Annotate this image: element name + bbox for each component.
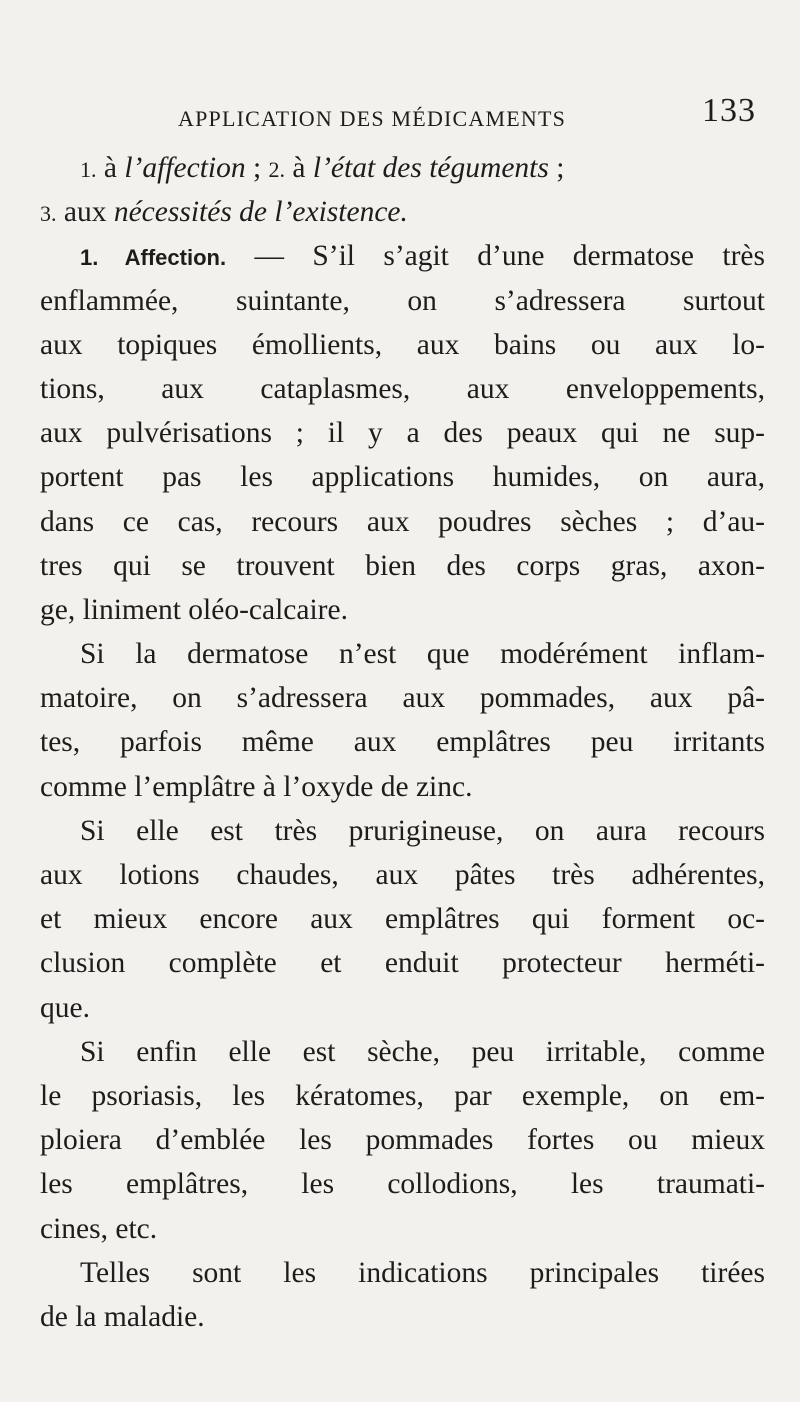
paragraph2-line: comme l’emplâtre à l’oxyde de zinc. [40,770,473,803]
paragraph4-line: le psoriasis, les kératomes, par exemple, on em- [40,1079,765,1112]
page-header [178,92,778,142]
section1-line: enflammée, suintante, on s’adressera surtout [40,284,765,317]
intro-line-1: 1. à l’affection ; 2. à l’état des téguments ; [80,152,565,184]
section1-line: tions, aux cataplasmes, aux enveloppements, [40,372,765,405]
body-text [40,146,765,1339]
paragraph3-line: clusion complète et enduit protecteur herméti- [40,947,765,980]
paragraph5-line: de la maladie. [40,1300,205,1333]
section1-line: aux pulvérisations ; il y a des peaux qui ne sup- [40,417,765,450]
section1-line-1: 1. Affection. — S’il s’agit d’une dermatose très [80,240,765,273]
section1-line: ge, liniment oléo-calcaire. [40,593,348,626]
paragraph2-line: matoire, on s’adressera aux pommades, aux pâ- [40,682,765,715]
paragraph4-line: les emplâtres, les collodions, les traumati- [40,1168,765,1201]
paragraph2-line: Si la dermatose n’est que modérément inflam- [80,638,765,671]
paragraph4-line: Si enfin elle est sèche, peu irritable, comme [80,1035,765,1068]
section1-line: portent pas les applications humides, on aura, [40,461,765,494]
paragraph3-line: aux lotions chaudes, aux pâtes très adhérentes, [40,859,765,891]
paragraph5-line: Telles sont les indications principales tirées [80,1256,765,1289]
paragraph3-line: Si elle est très prurigineuse, on aura recours [80,814,765,847]
paragraph2-line: tes, parfois même aux emplâtres peu irritants [40,726,765,759]
paragraph3-line: que. [40,991,90,1024]
intro-line-2: 3. aux nécessités de l’existence. [40,196,408,229]
paragraph3-line: et mieux encore aux emplâtres qui forment oc- [40,903,765,936]
paragraph4-line: ploiera d’emblée les pommades fortes ou mieux [40,1124,765,1157]
section1-line: tres qui se trouvent bien des corps gras, axon- [40,549,765,582]
running-head: APPLICATION DES MÉDICAMENTS [178,106,567,131]
paragraph4-line: cines, etc. [40,1212,158,1245]
section-heading: 1. Affection. [80,245,227,271]
section1-line: aux topiques émollients, aux bains ou aux lo- [40,328,765,361]
section1-line: dans ce cas, recours aux poudres sèches ; d’au- [40,505,765,538]
page-number: 133 [702,92,756,129]
